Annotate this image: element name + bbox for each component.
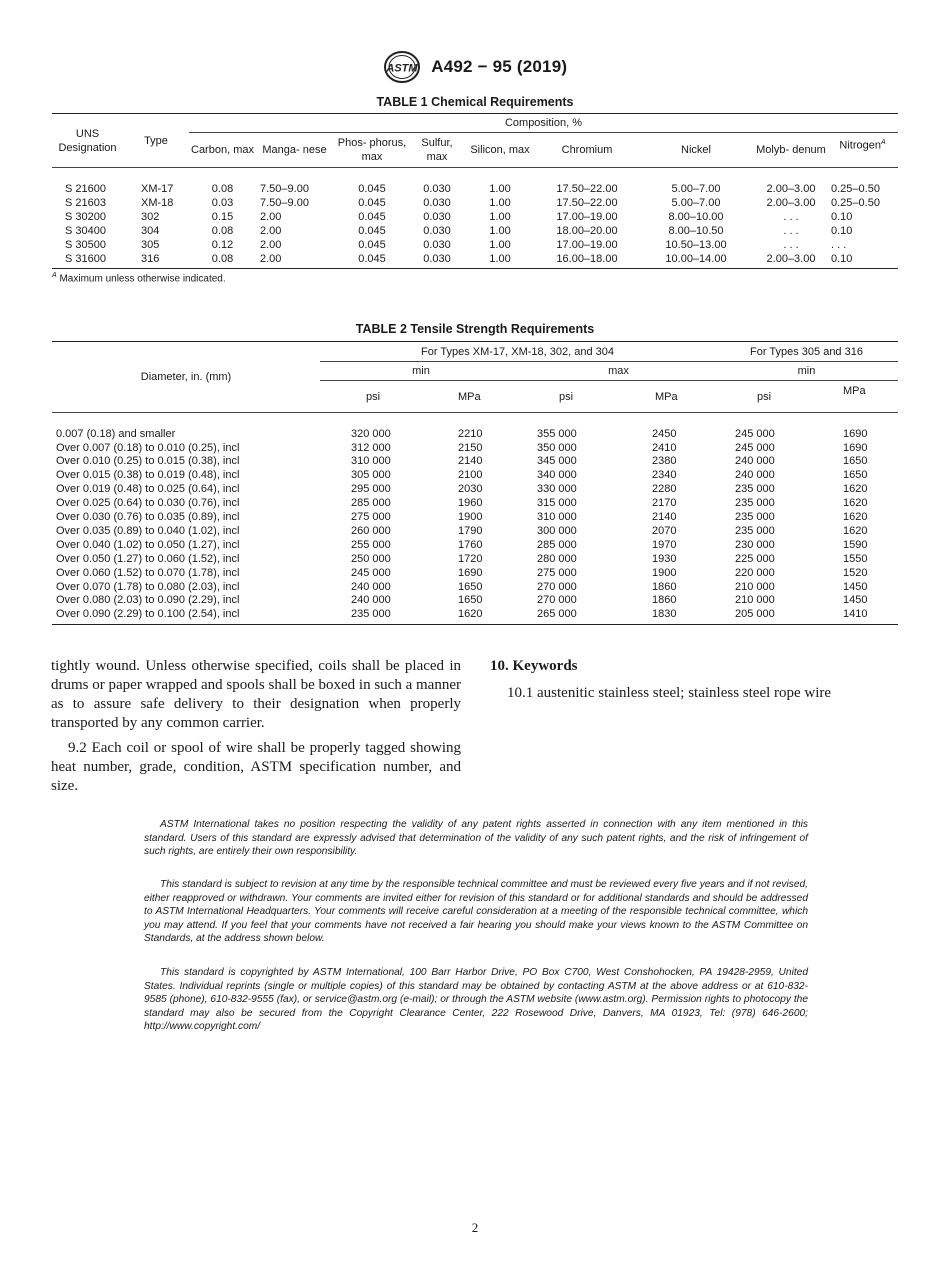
table-cell: . . . — [783, 238, 799, 251]
table-cell: 0.045 — [358, 252, 386, 265]
table-cell: 205 000 — [735, 608, 775, 621]
tensile-strength-table — [52, 341, 898, 625]
table-cell: S 21603 — [65, 196, 106, 209]
table-cell: 225 000 — [735, 552, 775, 565]
table-cell: 235 000 — [735, 483, 775, 496]
table-cell: 265 000 — [537, 608, 577, 621]
table-cell: . . . — [783, 224, 799, 237]
table-cell: 250 000 — [351, 552, 391, 565]
table-cell: 0.03 — [211, 196, 234, 209]
group-types-305-316: For Types 305 and 316 — [715, 342, 898, 362]
table-cell: 2170 — [652, 497, 677, 510]
table-cell: 0.25–0.50 — [831, 182, 880, 195]
table-cell: 316 — [141, 252, 160, 265]
table-cell: 350 000 — [537, 441, 577, 454]
table-cell: Over 0.090 (2.29) to 0.100 (2.54), incl — [56, 608, 240, 621]
col-uns-designation: UNS Designation — [52, 114, 123, 168]
table-cell: 210 000 — [735, 580, 775, 593]
table-cell: 315 000 — [537, 497, 577, 510]
table-row — [52, 168, 898, 196]
table-cell: 2380 — [652, 455, 677, 468]
table-row — [52, 483, 898, 497]
table-row — [52, 252, 898, 269]
table-cell: 230 000 — [735, 538, 775, 551]
col-diameter: Diameter, in. (mm) — [52, 342, 320, 413]
unit-mpa-min: MPa — [458, 390, 481, 403]
table-cell: 1650 — [458, 594, 483, 607]
table-cell: S 21600 — [65, 182, 106, 195]
table-cell: 255 000 — [351, 538, 391, 551]
table-cell: 17.50–22.00 — [556, 196, 618, 209]
table-cell: 235 000 — [735, 511, 775, 524]
standard-designation: A492 − 95 (2019) — [431, 57, 568, 76]
unit-psi-min-b: psi — [757, 390, 772, 403]
table-cell: S 31600 — [65, 252, 106, 265]
unit-psi-max: psi — [559, 390, 574, 403]
table-cell: 330 000 — [537, 483, 577, 496]
table-cell: S 30500 — [65, 238, 106, 251]
table-row — [52, 224, 898, 238]
table-cell: 1650 — [458, 580, 483, 593]
subhead-min: min — [320, 362, 522, 381]
table-cell: Over 0.060 (1.52) to 0.070 (1.78), incl — [56, 566, 240, 579]
table-row — [52, 525, 898, 539]
col-phosphorus: Phos- phorus, max — [337, 137, 407, 163]
table-cell: 245 000 — [735, 427, 775, 440]
table-cell: 1900 — [458, 511, 483, 524]
subhead-min-b: min — [715, 362, 898, 381]
table-cell: 240 000 — [735, 469, 775, 482]
copyright-notice: This standard is copyrighted by ASTM International, 100 Barr Harbor Drive, PO Box C700, West Conshohocken, PA 19428-2959, United States. Individual reprints (single or multiple copies) of this standard may be obtained by contacting ASTM at the above address or at 610-832-9585 (phone), 610-832-9555 (fax), or service@astm.org (e-mail); or through the ASTM website (www.astm.org). Permission rights to photocopy the standard may also be secured from the Copyright Clearance Center, 222 Rosewood Drive, Danvers, MA 01923, Tel: (978) 646-2600; http://www.copyright.com/ — [144, 967, 808, 1032]
table-cell: 0.25–0.50 — [831, 196, 880, 209]
table-cell: 235 000 — [735, 524, 775, 537]
table-cell: 0.030 — [423, 210, 451, 223]
right-text-column — [490, 657, 900, 703]
table-cell: Over 0.040 (1.02) to 0.050 (1.27), incl — [56, 538, 240, 551]
table-cell: Over 0.080 (2.03) to 0.090 (2.29), incl — [56, 594, 240, 607]
table-cell: 1970 — [652, 538, 677, 551]
table-cell: 235 000 — [351, 608, 391, 621]
table-row — [52, 210, 898, 224]
table-cell: 1.00 — [489, 182, 511, 195]
page-header — [0, 50, 950, 84]
table-cell: 1550 — [843, 552, 868, 565]
table-cell: 1860 — [652, 594, 677, 607]
table-cell: 2150 — [458, 441, 483, 454]
col-molybdenum: Molyb- denum — [756, 144, 826, 156]
table-cell: 2410 — [652, 441, 677, 454]
table-cell: 17.50–22.00 — [556, 182, 618, 195]
table-cell: XM-17 — [141, 182, 174, 195]
revision-notice: This standard is subject to revision at any time by the responsible technical committee and must be reviewed every five years and if not revised, either reapproved or withdrawn. Your comments are invited either for revision of this standard or for additional standards and should be addressed to ASTM International Headquarters. Your comments will receive careful consideration at a meeting of the responsible technical committee, which you may attend. If you feel that your comments have not received a fair hearing you should make your views known to the ASTM Committee on Standards, at the address shown below. — [144, 879, 808, 944]
col-chromium: Chromium — [561, 144, 613, 156]
patent-notice: ASTM International takes no position respecting the validity of any patent rights asserted in connection with any item mentioned in this standard. Users of this standard are expressly advised that determination of the validity of any such patent rights, and the risk of infringement of such rights, are entirely their own responsibility. — [144, 819, 808, 857]
table-row — [52, 196, 898, 210]
table-cell: 1450 — [843, 594, 868, 607]
table-cell: 0.10 — [831, 224, 853, 237]
table-cell: 2.00–3.00 — [766, 182, 816, 195]
table-cell: 0.08 — [211, 182, 234, 195]
table-row — [52, 567, 898, 581]
col-carbon: Carbon, max — [191, 144, 254, 156]
tagging-paragraph: 9.2 Each coil or spool of wire shall be properly tagged showing heat number, grade, condition, ASTM specification number, and size. — [51, 740, 461, 794]
keywords-heading: 10. Keywords — [490, 658, 578, 674]
table-cell: 2140 — [458, 455, 483, 468]
table-cell: 0.030 — [423, 196, 451, 209]
table-cell: 245 000 — [735, 441, 775, 454]
table-cell: 0.045 — [358, 224, 386, 237]
table-cell: 2.00–3.00 — [766, 196, 816, 209]
table-cell: 5.00–7.00 — [671, 196, 721, 209]
col-nitrogen: Nitrogen$^A$ — [839, 139, 886, 152]
table-cell: 10.50–13.00 — [665, 238, 727, 251]
table-row — [52, 469, 898, 483]
table-cell: 2450 — [652, 427, 677, 440]
table-cell: 18.00–20.00 — [556, 224, 618, 237]
table-row — [52, 594, 898, 608]
table-cell: 304 — [141, 224, 160, 237]
table-cell: 280 000 — [537, 552, 577, 565]
table-cell: 0.045 — [358, 182, 386, 195]
table-cell: 245 000 — [351, 566, 391, 579]
table-row — [52, 511, 898, 525]
table-cell: 0.10 — [831, 210, 853, 223]
table-cell: XM-18 — [141, 196, 174, 209]
table-cell: Over 0.070 (1.78) to 0.080 (2.03), incl — [56, 580, 240, 593]
table-cell: 0.08 — [211, 252, 234, 265]
table-cell: 1790 — [458, 524, 483, 537]
table-cell: 1520 — [843, 566, 868, 579]
table-cell: 320 000 — [351, 427, 391, 440]
col-nickel: Nickel — [681, 144, 711, 156]
table-cell: . . . — [783, 210, 799, 223]
table-cell: 8.00–10.50 — [668, 224, 724, 237]
table-cell: 355 000 — [537, 427, 577, 440]
table-cell: 1620 — [458, 608, 483, 621]
table-cell: Over 0.010 (0.25) to 0.015 (0.38), incl — [56, 455, 240, 468]
left-text-column — [51, 657, 461, 796]
table-cell: 0.030 — [423, 182, 451, 195]
table-cell: 1650 — [843, 455, 868, 468]
table-cell: 0.045 — [358, 238, 386, 251]
composition-group-header: Composition, % — [189, 114, 898, 133]
table-cell: 1.00 — [489, 252, 511, 265]
table-cell: 7.50–9.00 — [260, 182, 309, 195]
table-cell: 2340 — [652, 469, 677, 482]
chemical-requirements-table — [52, 113, 898, 269]
table-cell: 17.00–19.00 — [556, 238, 618, 251]
table-cell: 270 000 — [537, 594, 577, 607]
table-cell: Over 0.007 (0.18) to 0.010 (0.25), incl — [56, 441, 240, 454]
table-cell: 1690 — [843, 441, 868, 454]
table-cell: 0.10 — [831, 252, 853, 265]
table-cell: 7.50–9.00 — [260, 196, 309, 209]
table-cell: 2070 — [652, 524, 677, 537]
table-cell: 1620 — [843, 497, 868, 510]
table2-title: TABLE 2 Tensile Strength Requirements — [355, 322, 595, 336]
col-silicon: Silicon, max — [470, 144, 530, 156]
table-cell: 2.00–3.00 — [766, 252, 816, 265]
table-cell: 275 000 — [537, 566, 577, 579]
table-row — [52, 553, 898, 567]
table-row — [52, 413, 898, 442]
table-cell: 2.00 — [260, 224, 282, 237]
table-cell: 16.00–18.00 — [556, 252, 618, 265]
table-cell: 260 000 — [351, 524, 391, 537]
table-cell: 1.00 — [489, 210, 511, 223]
table-cell: 312 000 — [351, 441, 391, 454]
table-cell: 1960 — [458, 497, 483, 510]
table-cell: 220 000 — [735, 566, 775, 579]
table-cell: 1900 — [652, 566, 677, 579]
table-cell: S 30200 — [65, 210, 106, 223]
table-cell: 2.00 — [260, 210, 282, 223]
table-cell: 0.08 — [211, 224, 234, 237]
table-cell: 1650 — [843, 469, 868, 482]
table-row — [52, 238, 898, 252]
table1-title: TABLE 1 Chemical Requirements — [376, 95, 574, 109]
table-cell: 1690 — [458, 566, 483, 579]
table-cell: 295 000 — [351, 483, 391, 496]
table-cell: 302 — [141, 210, 160, 223]
table-cell: Over 0.015 (0.38) to 0.019 (0.48), incl — [56, 469, 240, 482]
packaging-paragraph: tightly wound. Unless otherwise specified, coils shall be placed in drums or paper wrapped and spools shall be boxed in such a manner as to assure safe delivery to their designation when properly transported by any common carrier. — [51, 658, 461, 731]
table-cell: 305 — [141, 238, 160, 251]
table-row — [52, 581, 898, 595]
table-cell: 1620 — [843, 511, 868, 524]
unit-mpa-min-b: MPa — [843, 385, 866, 397]
table-cell: 2210 — [458, 427, 483, 440]
svg-text:ASTM: ASTM — [386, 62, 418, 75]
table-cell: Over 0.050 (1.27) to 0.060 (1.52), incl — [56, 552, 240, 565]
subhead-max: max — [522, 362, 715, 381]
unit-mpa-max: MPa — [655, 390, 678, 403]
table-row — [52, 442, 898, 456]
table-cell: 235 000 — [735, 497, 775, 510]
table-cell: 2.00 — [260, 252, 282, 265]
unit-psi-min: psi — [366, 390, 381, 403]
table-row — [52, 539, 898, 553]
table-row — [52, 497, 898, 511]
col-manganese: Manga- nese — [262, 144, 327, 156]
table-cell: 305 000 — [351, 469, 391, 482]
table-cell: S 30400 — [65, 224, 106, 237]
table1-footnote: $^A$ Maximum unless otherwise indicated. — [52, 272, 226, 285]
table-cell: 0.030 — [423, 252, 451, 265]
keywords-paragraph: 10.1 austenitic stainless steel; stainless steel rope wire — [507, 685, 832, 701]
table-cell: 1860 — [652, 580, 677, 593]
table-cell: 0.030 — [423, 224, 451, 237]
table-cell: 240 000 — [735, 455, 775, 468]
group-types-xm17-304: For Types XM-17, XM-18, 302, and 304 — [320, 342, 715, 362]
table-cell: 285 000 — [351, 497, 391, 510]
table-cell: 1.00 — [489, 224, 511, 237]
table-cell: 1620 — [843, 524, 868, 537]
table-cell: 8.00–10.00 — [668, 210, 724, 223]
table-cell: 240 000 — [351, 594, 391, 607]
table-cell: 210 000 — [735, 594, 775, 607]
col-type: Type — [123, 114, 189, 168]
table-cell: 1720 — [458, 552, 483, 565]
table-cell: Over 0.025 (0.64) to 0.030 (0.76), incl — [56, 497, 240, 510]
table-cell: 1760 — [458, 538, 483, 551]
table-cell: 1410 — [843, 608, 868, 621]
table-cell: 270 000 — [537, 580, 577, 593]
table-cell: 345 000 — [537, 455, 577, 468]
table-cell: 1620 — [843, 483, 868, 496]
table-cell: 0.12 — [211, 238, 234, 251]
table-cell: 0.007 (0.18) and smaller — [56, 427, 176, 440]
table-cell: 300 000 — [537, 524, 577, 537]
table-cell: 1590 — [843, 538, 868, 551]
table-cell: 1.00 — [489, 196, 511, 209]
table-cell: 1450 — [843, 580, 868, 593]
table-row — [52, 455, 898, 469]
table-cell: 1930 — [652, 552, 677, 565]
table-cell: 0.030 — [423, 238, 451, 251]
table-cell: . . . — [831, 238, 847, 251]
table-cell: 0.045 — [358, 210, 386, 223]
table-cell: 240 000 — [351, 580, 391, 593]
page-number: 2 — [471, 1220, 479, 1235]
table-cell: 0.045 — [358, 196, 386, 209]
table-cell: 17.00–19.00 — [556, 210, 618, 223]
table-cell: 10.00–14.00 — [665, 252, 727, 265]
table-cell: 275 000 — [351, 511, 391, 524]
table-cell: 5.00–7.00 — [671, 182, 721, 195]
table-cell: Over 0.035 (0.89) to 0.040 (1.02), incl — [56, 524, 240, 537]
table-cell: 1.00 — [489, 238, 511, 251]
astm-logo-icon — [383, 50, 421, 84]
table-cell: 2030 — [458, 483, 483, 496]
table-cell: 310 000 — [537, 511, 577, 524]
table-cell: 1690 — [843, 427, 868, 440]
col-sulfur: Sulfur, max — [421, 137, 453, 163]
table-cell: 0.15 — [211, 210, 234, 223]
table-cell: 2100 — [458, 469, 483, 482]
table-cell: 285 000 — [537, 538, 577, 551]
table-cell: 310 000 — [351, 455, 391, 468]
table-cell: Over 0.019 (0.48) to 0.025 (0.64), incl — [56, 483, 240, 496]
table-cell: Over 0.030 (0.76) to 0.035 (0.89), incl — [56, 511, 240, 524]
table-row — [52, 608, 898, 624]
table-cell: 2140 — [652, 511, 677, 524]
table-cell: 2280 — [652, 483, 677, 496]
table-cell: 1830 — [652, 608, 677, 621]
table-cell: 340 000 — [537, 469, 577, 482]
table-cell: 2.00 — [260, 238, 282, 251]
